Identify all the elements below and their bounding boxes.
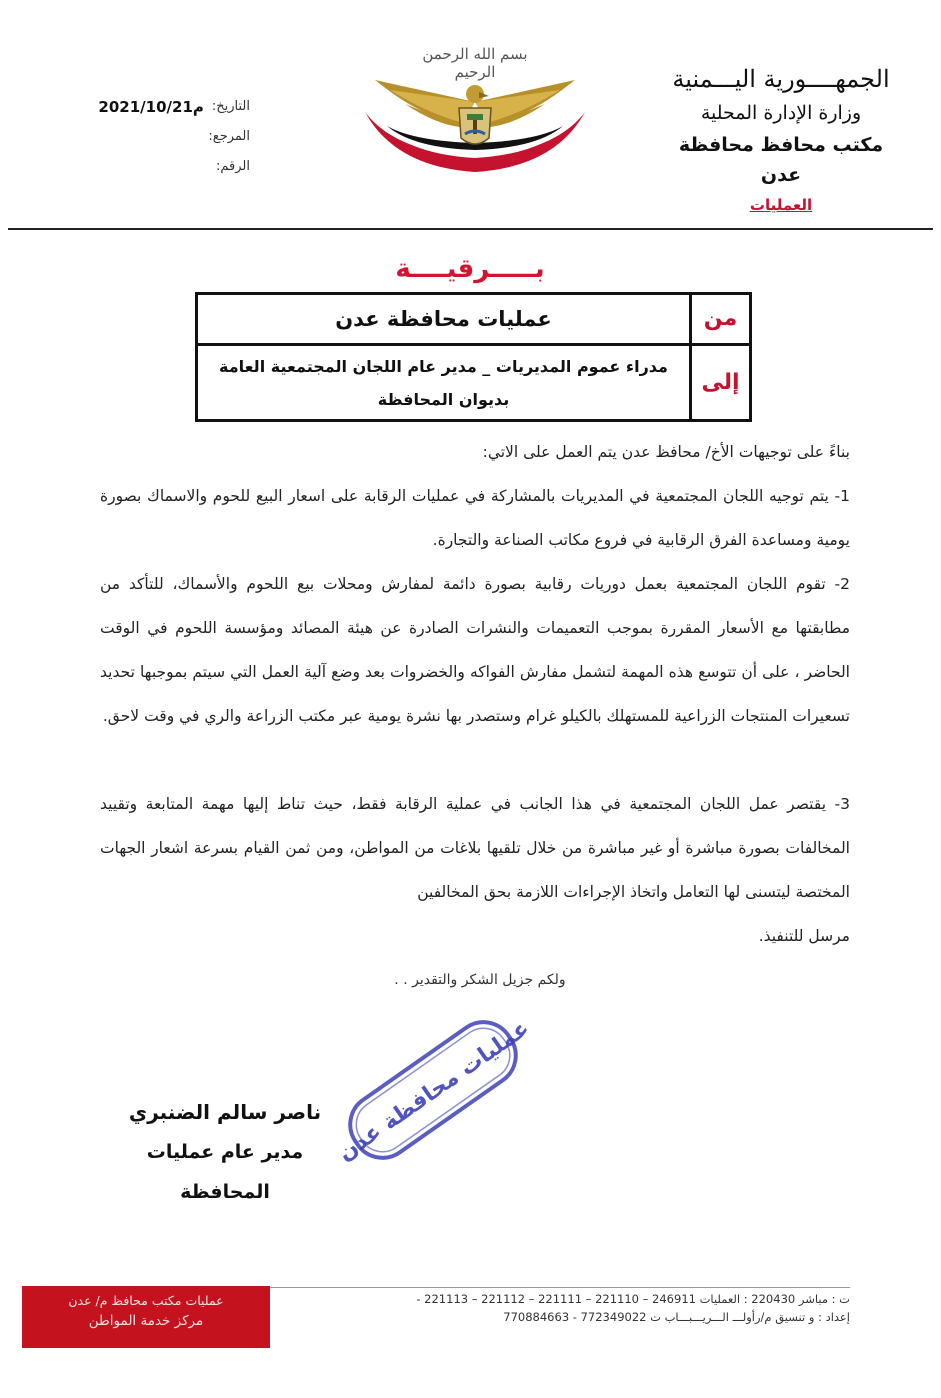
date-value: 2021/10/21م bbox=[98, 98, 204, 116]
department-name: العمليات bbox=[749, 196, 813, 214]
number-label: الرقم: bbox=[216, 159, 250, 174]
from-to-table bbox=[195, 292, 752, 422]
reference-row bbox=[70, 122, 250, 152]
header-divider bbox=[8, 228, 933, 230]
document-title: بـــــرقيــــة bbox=[395, 254, 545, 284]
footer-red-box bbox=[22, 1286, 270, 1348]
basmala-calligraphy: بسم الله الرحمن الرحيم bbox=[422, 45, 528, 81]
letter-metadata bbox=[70, 92, 250, 182]
body-item-1: 1- يتم توجيه اللجان المجتمعية في المديريات بالمشاركة في عمليات الرقابة على اسعار البيع للحوم والاسماك بصورة يومية ومساعدة الفرق الرقابية في فروع مكاتب الصناعة والتجارة. bbox=[100, 487, 850, 549]
from-value: عمليات محافظة عدن bbox=[335, 307, 552, 331]
closing-thanks: ولكم جزيل الشكر والتقدير . . bbox=[394, 972, 566, 988]
table-divider bbox=[198, 343, 749, 346]
office-name: مكتب محافظ محافظة عدن bbox=[678, 134, 884, 186]
official-stamp bbox=[328, 1010, 538, 1170]
reference-label: المرجع: bbox=[208, 129, 250, 144]
footer-contacts bbox=[290, 1290, 850, 1326]
footer-divider bbox=[270, 1287, 850, 1288]
body-intro: بناءً على توجيهات الأخ/ محافظ عدن يتم العمل على الاتي: bbox=[482, 443, 850, 461]
to-value-line2: بديوان المحافظة bbox=[377, 390, 510, 409]
stamp-text: عمليات محافظة عدن bbox=[333, 1015, 534, 1167]
body-item-2: 2- تقوم اللجان المجتمعية بعمل دوريات رقابية بصورة دائمة لمفارش ومحلات بيع اللحوم والأسماك، للتأكد من مطابقتها مع الأسعار المقررة بموجب التعميمات والنشرات الصادرة عن هيئة المصائد ومؤسسة اللحوم في الوقت الحاضر ، على أن تتوسع هذه المهمة لتشمل مفارش الفواكه والخضروات بعد وضع آلية العمل التي سيتم بموجبها تحديد تسعيرات المنتجات الزراعية للمستهلك بالكيلو غرام وستصدر بها نشرة يومية عبر مكتب الزراعة والري في وقت لاحق. bbox=[100, 575, 850, 725]
body-item-3: 3- يقتصر عمل اللجان المجتمعية في هذا الجانب في عملية الرقابة فقط، حيث تناط إليها مهمة المتابعة وتقييد المخالفات بصورة مباشرة أو غير مباشرة من خلال تلقيها بلاغات من المواطن، ومن ثمن القيام بسرعة اشعار الجهات المختصة ليتسنى لها التعامل واتخاذ الإجراءات اللازمة بحق المخالفين bbox=[100, 795, 850, 901]
ministry-name: وزارة الإدارة المحلية bbox=[700, 102, 862, 124]
to-label: إلى bbox=[689, 346, 749, 419]
signatory-title: مدير عام عمليات المحافظة bbox=[146, 1141, 304, 1203]
country-name: الجمهــــورية اليـــمنية bbox=[672, 65, 890, 93]
from-label: من bbox=[689, 295, 749, 343]
footer-prepared-by: إعداد : و تنسيق م/رأولـــ الـــريـــبـــاب ت 772349022 - 770884663 bbox=[503, 1310, 850, 1324]
body-closing: مرسل للتنفيذ. bbox=[758, 927, 850, 945]
signature-block bbox=[110, 1092, 340, 1212]
to-value bbox=[198, 350, 689, 420]
letterhead-right bbox=[661, 62, 901, 220]
footer-red-line2: مركز خدمة المواطن bbox=[88, 1313, 204, 1329]
footer-phones: ت : مباشر 220430 : العمليات 246911 – 221110 – 221111 – 221112 – 221113 - bbox=[416, 1292, 850, 1306]
yemen-eagle-emblem-icon bbox=[355, 42, 595, 182]
date-row bbox=[70, 92, 250, 122]
date-label: التاريخ: bbox=[211, 99, 250, 114]
to-value-line1: مدراء عموم المديريات _ مدير عام اللجان المجتمعية العامة bbox=[219, 357, 668, 376]
signatory-name: ناصر سالم الضنبري bbox=[128, 1100, 322, 1124]
number-row bbox=[70, 152, 250, 182]
footer-red-line1: عمليات مكتب محافظ م/ عدن bbox=[68, 1293, 224, 1308]
